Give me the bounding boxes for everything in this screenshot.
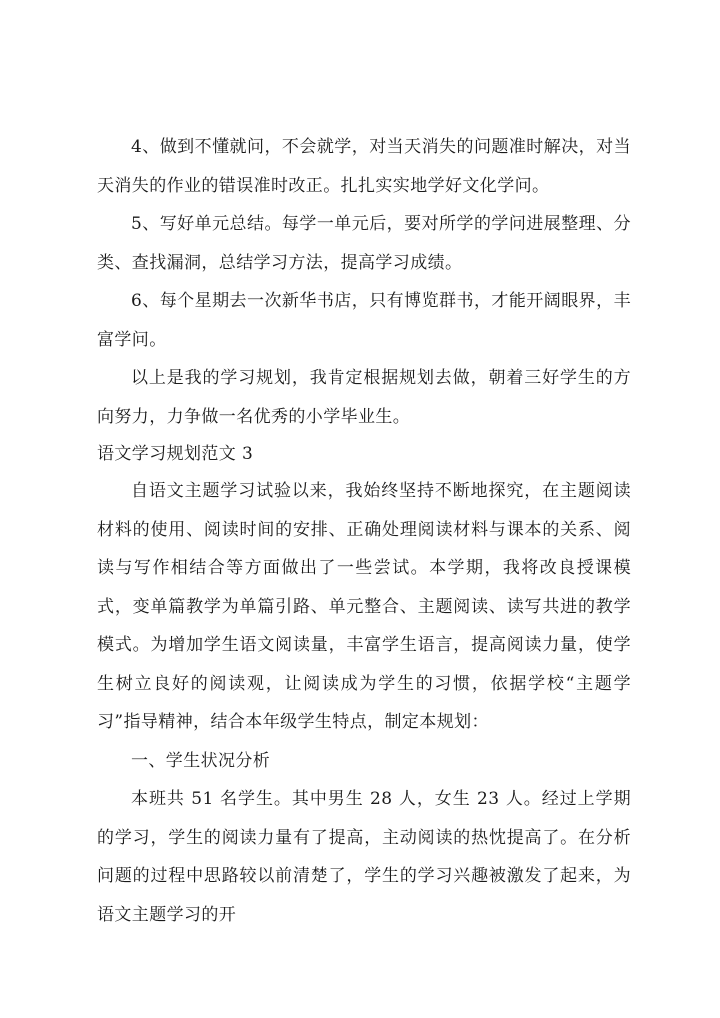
section-title-student-analysis: 一、学生状况分析 [131, 750, 271, 771]
paragraph-conclusion: 以上是我的学习规划，我肯定根据规划去做，朝着三好学生的方向努力，力争做一名优秀的小学毕业生。 [97, 368, 631, 427]
paragraph-item-6: 6、每个星期去一次新华书店，只有博览群书，才能开阔眼界，丰富学问。 [97, 291, 631, 350]
paragraph-intro: 自语文主题学习试验以来，我始终坚持不断地探究，在主题阅读材料的使用、阅读时间的安排、正确处理阅读材料与课本的关系、阅读与写作相结合等方面做出了一些尝试。本学期，我将改良授课模式，变单篇教学为单篇引路、单元整合、主题阅读、读写共进的教学模式。为增加学生语文阅读量，丰富学生语言，提高阅读力量，使学生树立良好的阅读观，让阅读成为学生的习惯，依据学校“主题学习”指导精神，结合本年级学生特点，制定本规划： [97, 481, 631, 732]
document-body [97, 128, 631, 934]
paragraph-item-5: 5、写好单元总结。每学一单元后，要对所学的学问进展整理、分类、查找漏洞，总结学习方法，提高学习成绩。 [97, 214, 631, 273]
paragraph-item-4: 4、做到不懂就问，不会就学，对当天消失的问题准时解决，对当天消失的作业的错误准时改正。扎扎实实地学好文化学问。 [97, 137, 631, 196]
paragraph-student-analysis: 本班共 51 名学生。其中男生 28 人，女生 23 人。经过上学期的学习，学生的阅读力量有了提高，主动阅读的热忱提高了。在分析问题的过程中思路较以前清楚了，学生的学习兴趣被激发了起来，为语文主题学习的开 [97, 789, 631, 925]
article-heading: 语文学习规划范文 3 [97, 444, 254, 464]
